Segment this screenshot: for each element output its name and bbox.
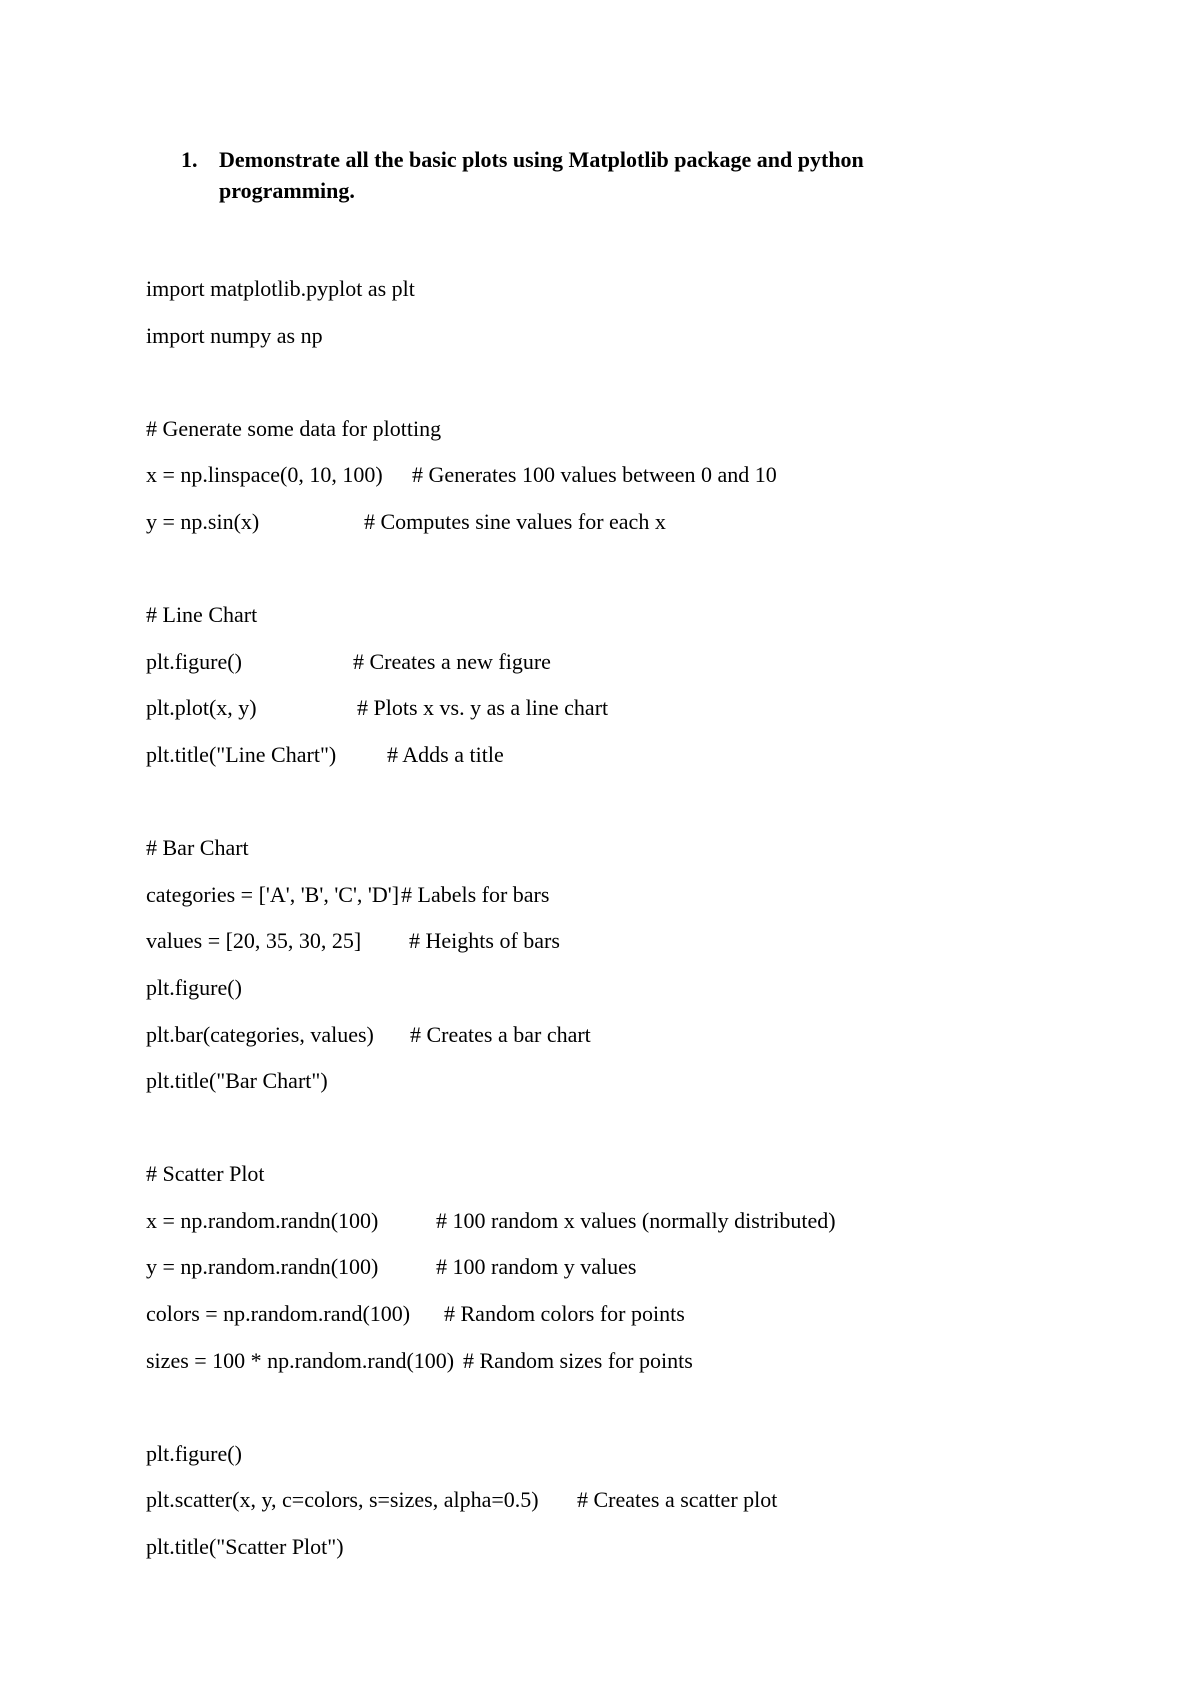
code-line xyxy=(146,825,1106,872)
code-text: plt.plot(x, y) xyxy=(146,695,257,721)
code-comment: # Creates a new figure xyxy=(353,648,551,674)
code-line xyxy=(146,266,1106,313)
code-listing xyxy=(146,266,1106,1571)
code-text: plt.title("Line Chart") xyxy=(146,741,337,767)
code-line xyxy=(146,1338,1106,1385)
code-line xyxy=(146,1151,1106,1198)
code-comment: # Random sizes for points xyxy=(463,1347,693,1373)
code-text: categories = ['A', 'B', 'C', 'D'] xyxy=(146,881,400,907)
code-comment: # Computes sine values for each x xyxy=(364,508,666,534)
code-text: # Bar Chart xyxy=(146,835,249,861)
code-line xyxy=(146,1198,1106,1245)
code-line xyxy=(146,1244,1106,1291)
code-text: plt.bar(categories, values) xyxy=(146,1021,374,1047)
code-line xyxy=(146,639,1106,686)
code-comment: # Heights of bars xyxy=(409,928,560,954)
code-line xyxy=(146,1291,1106,1338)
code-text: y = np.sin(x) xyxy=(146,508,260,534)
code-text: # Scatter Plot xyxy=(146,1161,265,1187)
code-line xyxy=(146,1431,1106,1478)
code-comment: # 100 random y values xyxy=(436,1254,637,1280)
code-text: plt.title("Bar Chart") xyxy=(146,1068,328,1094)
code-comment: # Creates a scatter plot xyxy=(577,1487,778,1513)
code-comment: # Creates a bar chart xyxy=(410,1021,591,1047)
code-text: colors = np.random.rand(100) xyxy=(146,1301,411,1327)
code-text: plt.title("Scatter Plot") xyxy=(146,1534,344,1560)
code-line xyxy=(146,965,1106,1012)
blank-line xyxy=(146,1105,1106,1152)
code-line xyxy=(146,1524,1106,1571)
blank-line xyxy=(146,546,1106,593)
question-number: 1. xyxy=(181,147,198,172)
code-text: import matplotlib.pyplot as plt xyxy=(146,276,415,301)
code-text: plt.scatter(x, y, c=colors, s=sizes, alpha=0.5) xyxy=(146,1487,539,1513)
code-comment: # Random colors for points xyxy=(444,1301,685,1327)
code-text: y = np.random.randn(100) xyxy=(146,1254,379,1280)
code-line xyxy=(146,592,1106,639)
code-text: sizes = 100 * np.random.rand(100) xyxy=(146,1347,455,1373)
blank-line xyxy=(146,359,1106,406)
code-line xyxy=(146,918,1106,965)
code-comment: # Generates 100 values between 0 and 10 xyxy=(412,462,777,488)
code-comment: # Plots x vs. y as a line chart xyxy=(357,695,609,721)
code-line xyxy=(146,685,1106,732)
code-text: x = np.linspace(0, 10, 100) xyxy=(146,462,383,488)
code-comment: # 100 random x values (normally distributed) xyxy=(436,1207,836,1233)
code-line xyxy=(146,499,1106,546)
blank-line xyxy=(146,1384,1106,1431)
code-line xyxy=(146,1012,1106,1059)
code-comment: # Labels for bars xyxy=(401,881,550,907)
code-line xyxy=(146,406,1106,453)
code-line xyxy=(146,1477,1106,1524)
code-line xyxy=(146,732,1106,779)
code-line xyxy=(146,1058,1106,1105)
code-text: x = np.random.randn(100) xyxy=(146,1207,379,1233)
code-text: # Line Chart xyxy=(146,602,258,628)
code-comment: # Adds a title xyxy=(387,741,504,767)
code-line xyxy=(146,872,1106,919)
code-text: plt.figure() xyxy=(146,648,242,674)
code-text: plt.figure() xyxy=(146,1440,242,1466)
code-line xyxy=(146,452,1106,499)
code-line xyxy=(146,313,1106,360)
code-text: # Generate some data for plotting xyxy=(146,415,442,441)
code-text: values = [20, 35, 30, 25] xyxy=(146,928,362,954)
question-text: Demonstrate all the basic plots using Matplotlib package and python programming. xyxy=(219,147,864,203)
blank-line xyxy=(146,779,1106,826)
question-heading xyxy=(181,144,961,206)
code-text: import numpy as np xyxy=(146,322,323,348)
code-text: plt.figure() xyxy=(146,974,242,1000)
